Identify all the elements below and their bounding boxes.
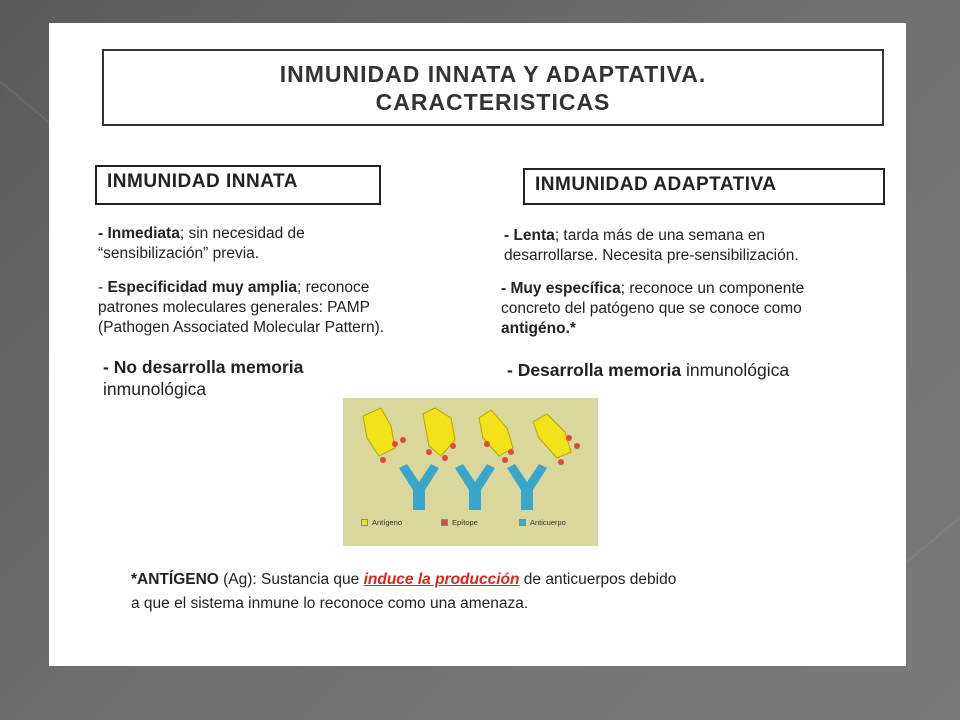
epitope [566,435,572,441]
innate-item1-bold: - Inmediata [98,225,180,242]
antibody-2 [455,464,495,510]
epitope [400,437,406,443]
antigen-2 [423,408,456,461]
innate-item3-line2: inmunológica [103,379,207,399]
epitope [574,443,580,449]
epitope [392,441,398,447]
title-box [102,49,884,126]
innate-item-memory [103,356,403,400]
adaptive-item2-line2: concreto del patógeno que se conoce como [501,300,802,317]
footnote-part2: de anticuerpos debido [519,571,677,588]
title-line-2: CARACTERISTICAS [375,89,611,115]
slide [49,23,906,666]
epitope [450,443,456,449]
adaptive-item-memory [507,359,887,381]
antigen-definition [131,568,851,616]
antigen-1 [363,408,406,463]
adaptive-item-slow [504,226,894,266]
innate-item3-bold: - No desarrolla memoria [103,357,304,377]
epitope [558,459,564,465]
title-line-1: INMUNIDAD INNATA Y ADAPTATIVA. [279,61,707,87]
adaptive-item1-rest: ; tarda más de una semana en [554,227,766,244]
innate-item2-bold: Especificidad muy amplia [107,279,297,296]
epitope [380,457,386,463]
innate-item-specificity: - Especificidad muy amplia; reconoce patrones moleculares generales: PAMP (Pathogen Associated Molecular Pattern). [98,279,385,336]
legend-swatch-blue [519,519,526,526]
antibody-3 [507,464,547,510]
epitope [508,449,514,455]
innate-header: INMUNIDAD INNATA [95,165,381,205]
innate-item-immediate [98,224,438,264]
antigen-4 [533,414,580,465]
antigen-3 [479,410,514,463]
footnote-term: *ANTÍGENO [131,571,219,588]
innate-item1-line2: “sensibilización” previa. [98,245,260,262]
adaptive-item2-bold: - Muy específica [501,280,621,297]
legend-antigen [361,518,402,527]
epitope [442,455,448,461]
adaptive-header: INMUNIDAD ADAPTATIVA [523,168,885,205]
legend-epitope [441,518,478,527]
footnote-highlight: induce la producción [363,571,520,588]
adaptive-item1-bold: - Lenta [504,227,555,244]
adaptive-item3-bold: - Desarrolla memoria [507,360,682,380]
legend-swatch-red [441,519,448,526]
antibody-1 [399,464,439,510]
adaptive-item2-rest: ; reconoce un componente [620,280,805,297]
legend-label-antigen: Antígeno [372,518,403,527]
footnote-part1: (Ag): Sustancia que [218,571,364,588]
epitope [426,449,432,455]
legend-label-antibody: Anticuerpo [530,518,566,527]
adaptive-item3-rest: inmunológica [681,360,790,380]
innate-item2-line2: patrones moleculares generales: PAMP [98,299,370,316]
innate-item1-rest: ; sin necesidad de [179,225,305,242]
innate-item2-rest: ; reconoce [296,279,370,296]
adaptive-item1-line2: desarrollarse. Necesita pre-sensibilización. [504,247,799,264]
innate-item2-line3: (Pathogen Associated Molecular Pattern). [98,319,385,336]
legend-swatch-yellow [361,519,368,526]
footnote-line2: a que el sistema inmune lo reconoce como una amenaza. [131,595,529,612]
epitope [484,441,490,447]
antigen-antibody-diagram [343,398,598,546]
legend-antibody [519,518,566,527]
adaptive-item-specific [501,279,901,339]
adaptive-item2-line3: antigéno.* [501,320,576,337]
legend-label-epitope: Epítope [452,518,478,527]
epitope [502,457,508,463]
